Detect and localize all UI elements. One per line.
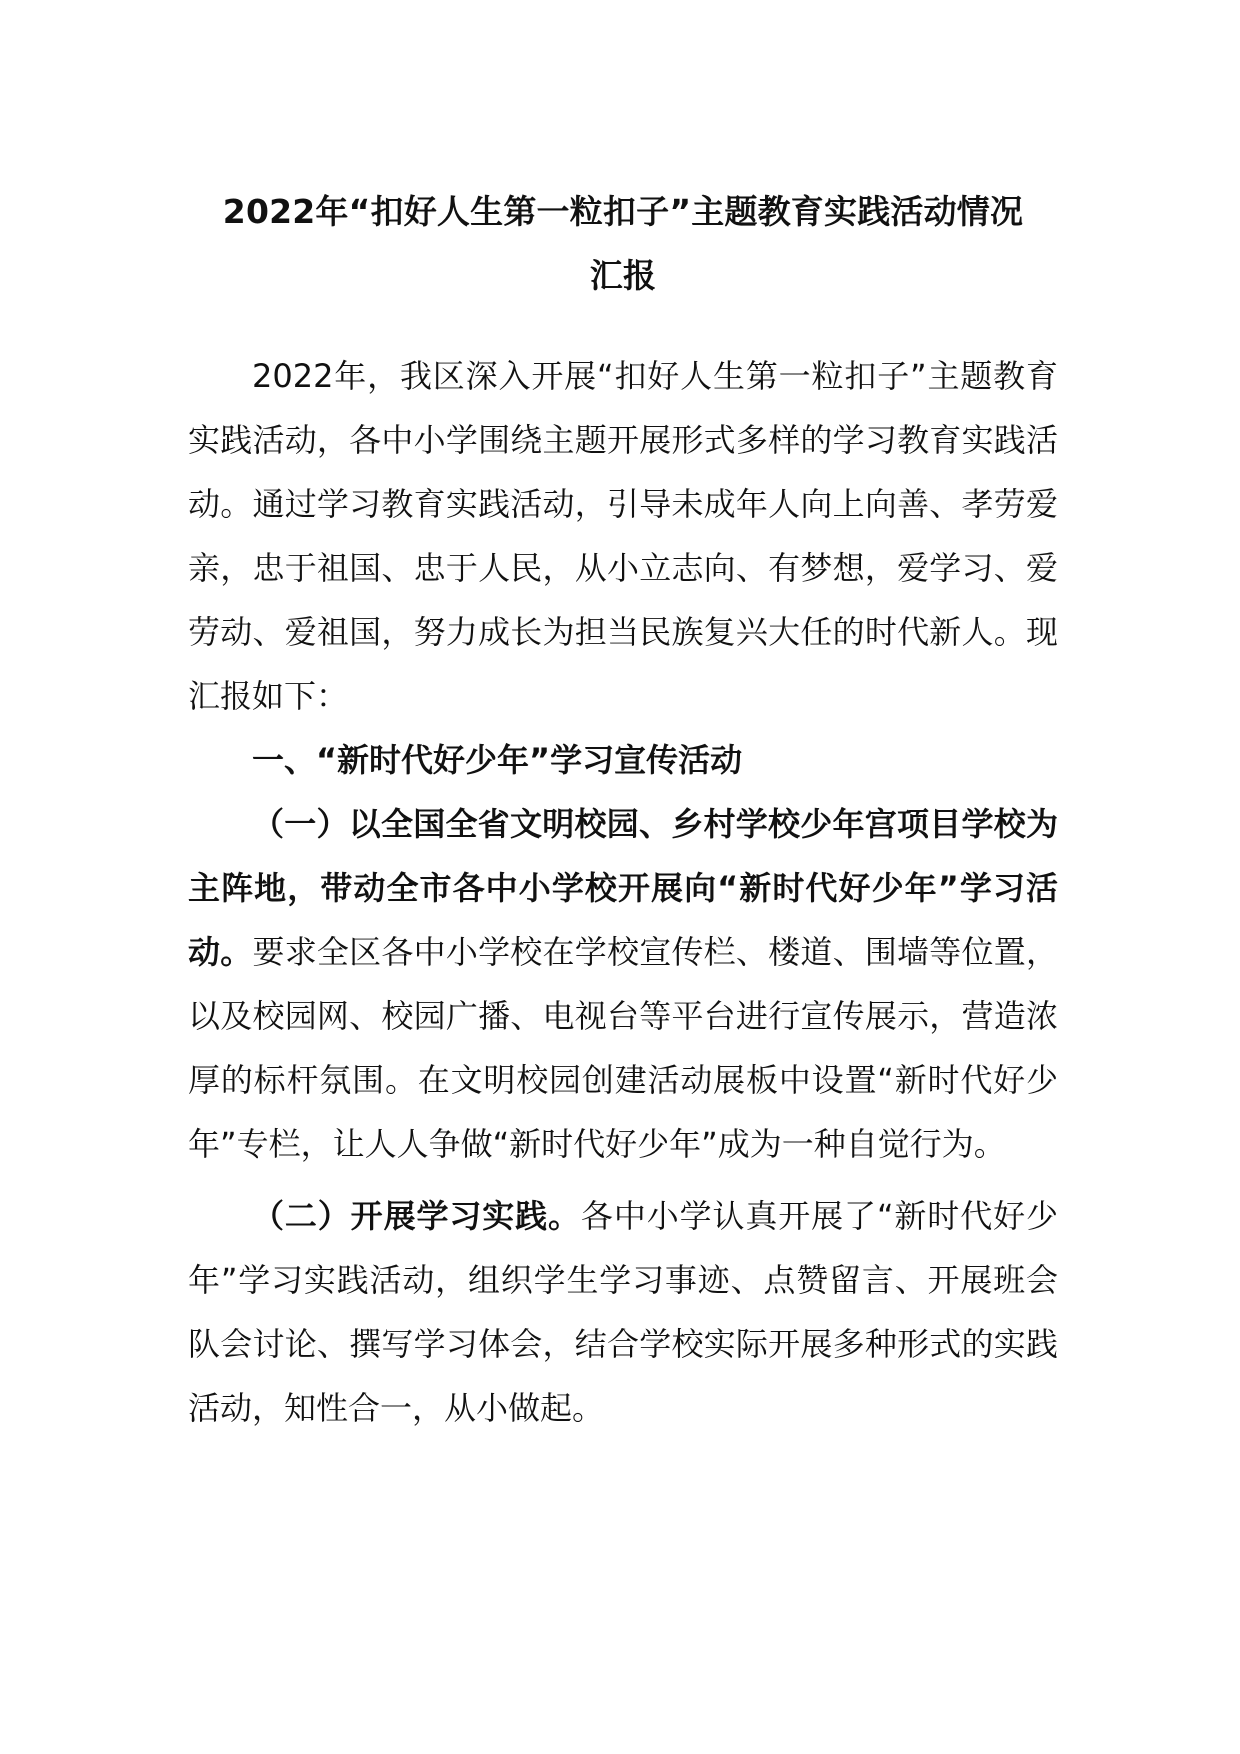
document-page [188, 180, 1058, 1440]
item-1-text: 要求全区各中小学校在学校宣传栏、楼道、围墙等位置，以及校园网、校园广播、电视台等平台进行宣传展示，营造浓厚的标杆氛围。在文明校园创建活动展板中设置“新时代好少年”专栏，让人人争做“新时代好少年”成为一种自觉行为。 [188, 933, 1058, 1163]
title-line-2: 汇报 [589, 256, 657, 295]
item-1-paragraph [188, 792, 1058, 1176]
document-title [188, 180, 1058, 308]
section-1-heading: 一、“新时代好少年”学习宣传活动 [252, 741, 743, 779]
title-line-1: 2022年“扣好人生第一粒扣子”主题教育实践活动情况 [222, 192, 1024, 231]
intro-paragraph: 2022年，我区深入开展“扣好人生第一粒扣子”主题教育实践活动，各中小学围绕主题开展形式多样的学习教育实践活动。通过学习教育实践活动，引导未成年人向上向善、孝劳爱亲，忠于祖国、忠于人民，从小立志向、有梦想，爱学习、爱劳动、爱祖国，努力成长为担当民族复兴大任的时代新人。现汇报如下： [188, 357, 1058, 715]
item-2-text: 各中小学认真开展了“新时代好少年”学习实践活动，组织学生学习事迹、点赞留言、开展班会队会讨论、撰写学习体会，结合学校实际开展多种形式的实践活动，知性合一，从小做起。 [188, 1197, 1058, 1427]
item-2-lead: （二）开展学习实践。 [252, 1197, 581, 1235]
document-body [188, 344, 1058, 1440]
item-2-paragraph [188, 1184, 1058, 1440]
item-1-lead: （一）以全国全省文明校园、乡村学校少年宫项目学校为主阵地，带动全市各中小学校开展向“新时代好少年”学习活动。 [188, 805, 1058, 971]
